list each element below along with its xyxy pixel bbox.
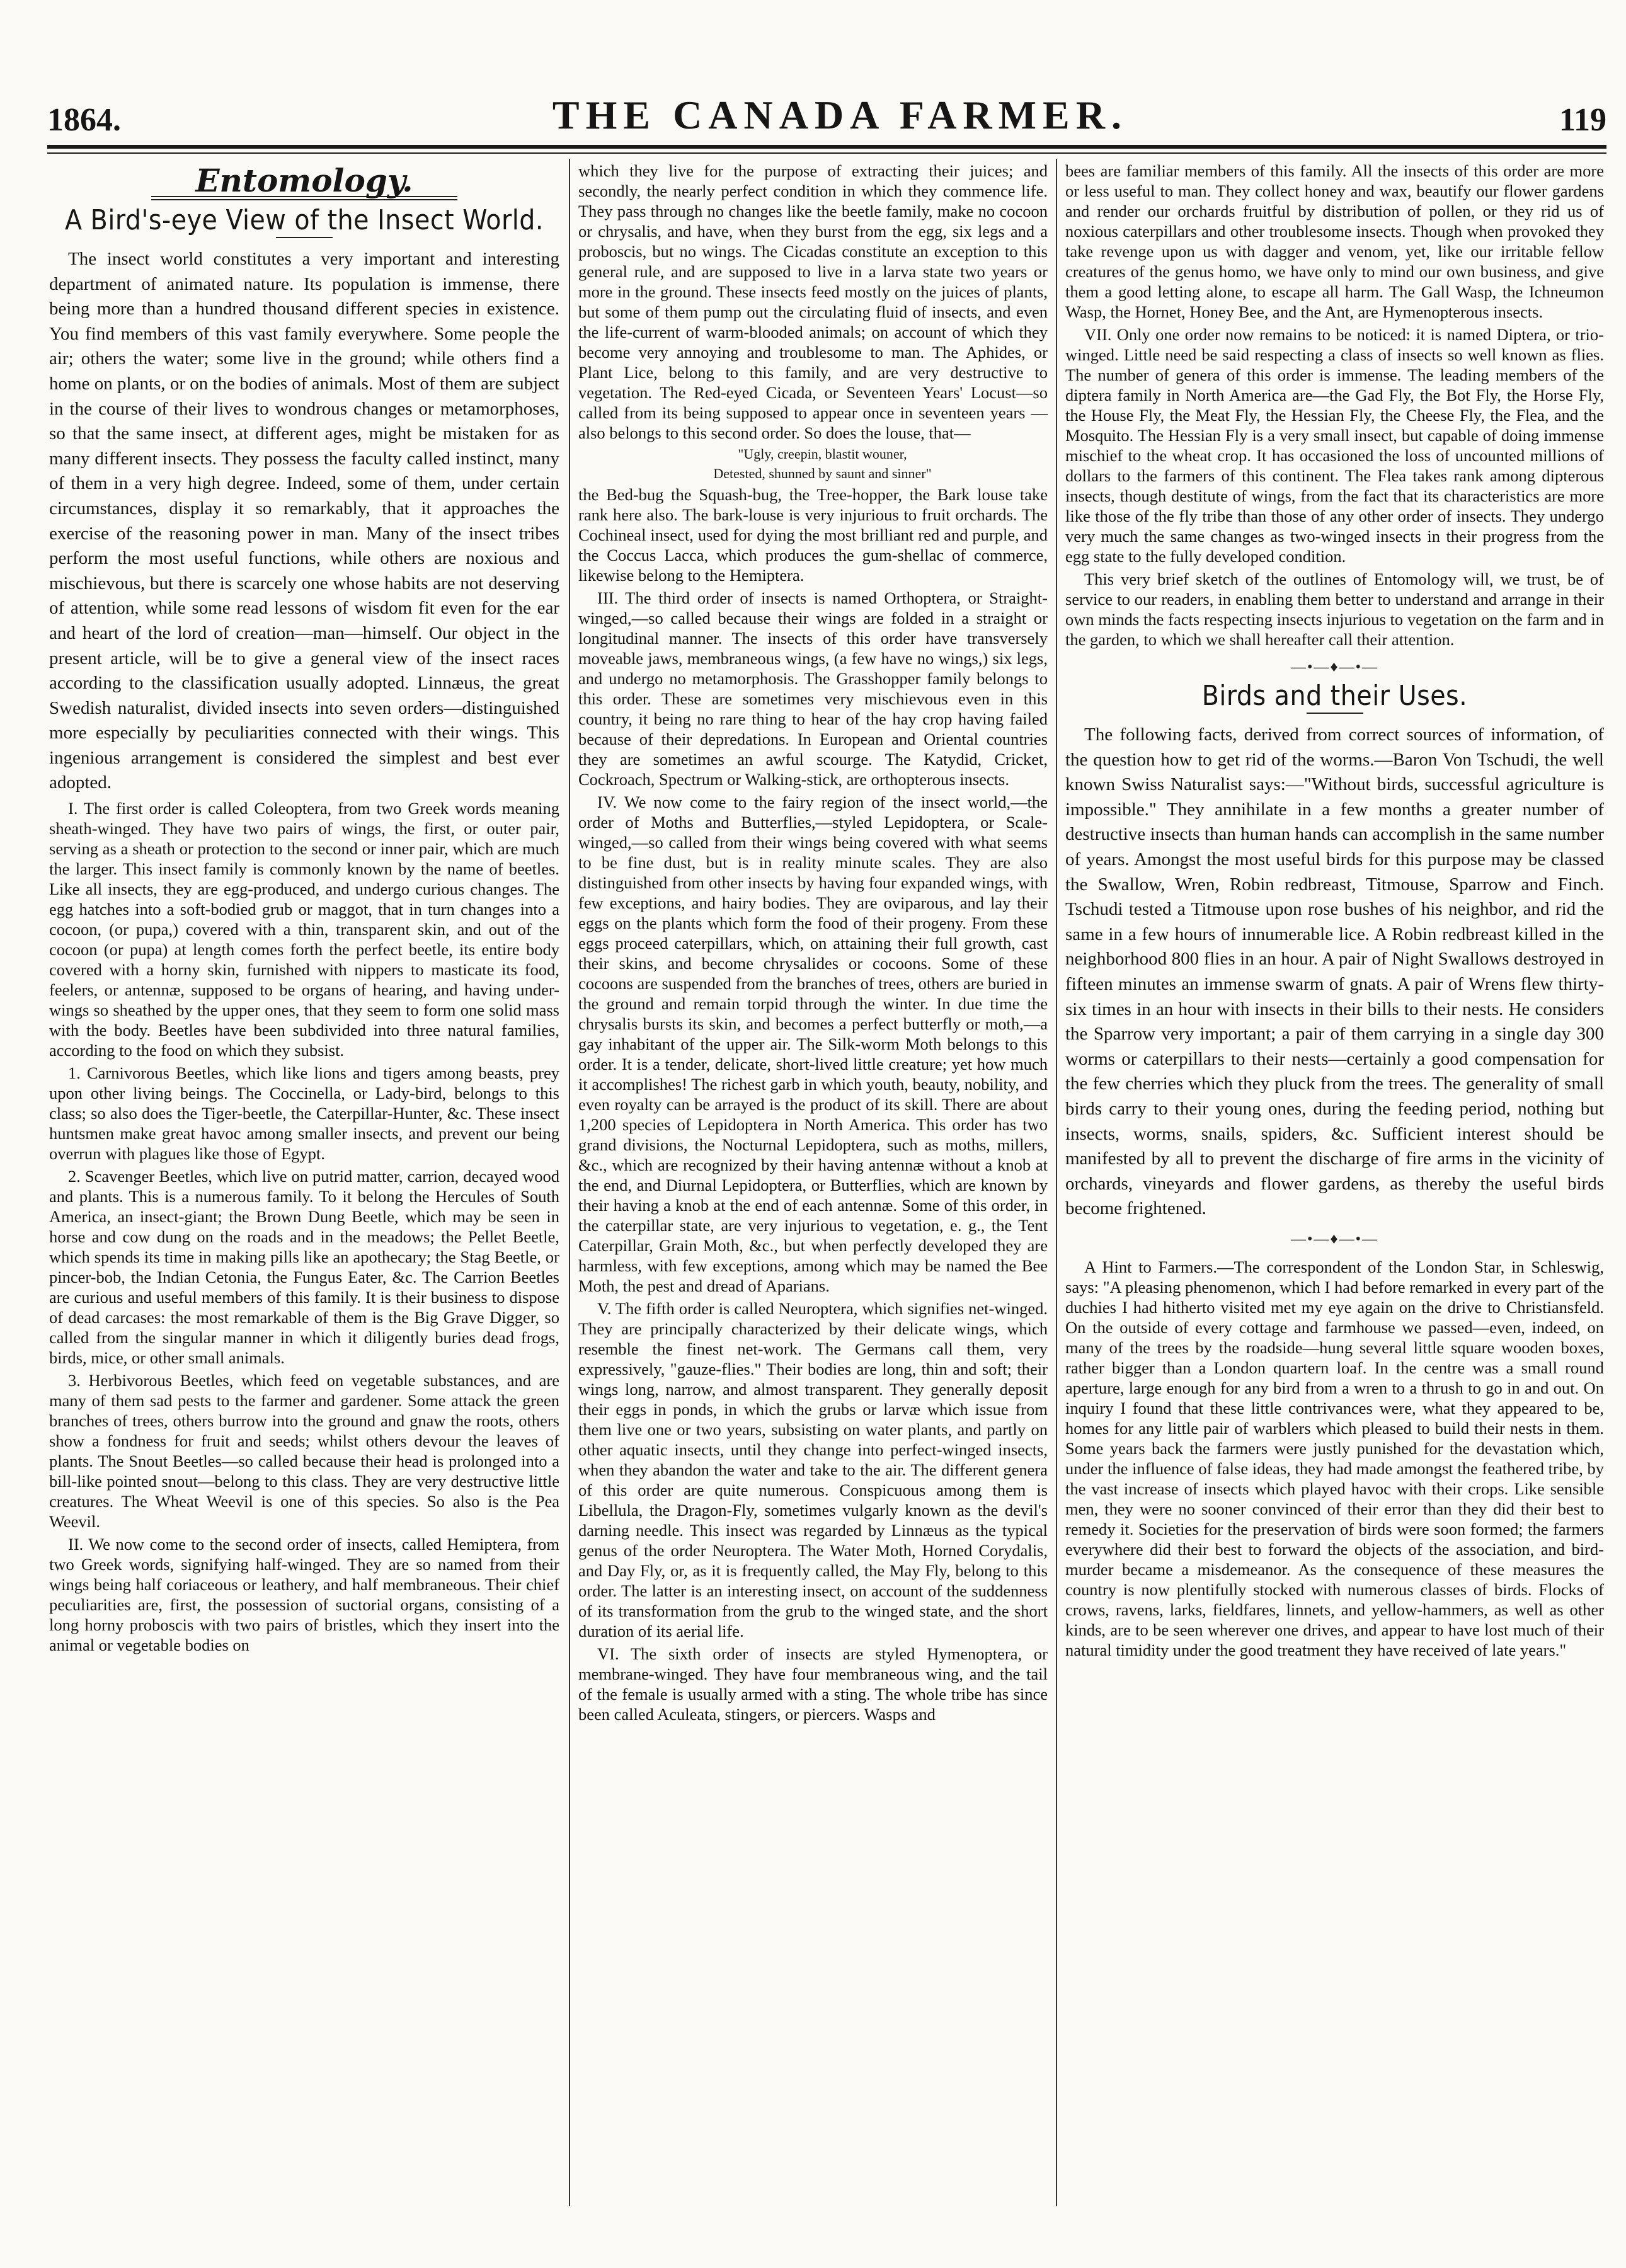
article-paragraph: 3. Herbivorous Beetles, which feed on vegetable substances, and are many of them sad pests to the farmer and gardener. Some attack the green branches of trees, others burrow into the ground and gnaw the roots, others show a fondness for fruit and seeds; whilst others devour the leaves of plants. The Snout Beetles—so called because their head is prolonged into a bill-like pointed snout—belong to this class. They are very destructive little creatures. The Wheat Weevil is one of this species. So also is the Pea Weevil. <box>49 1371 559 1532</box>
article-paragraph: I. The first order is called Coleoptera, from two Greek words meaning sheath-winged. They have two pairs of wings, the first, or outer pair, serving as a sheath or protection to the second or inner pair, which are much the larger. This insect family is commonly known by the name of beetles. Like all insects, they are egg-produced, and undergo curious changes. The egg hatches into a soft-bodied grub or maggot, that in turn changes into a cocoon, (or pupa,) covered with a thin, transparent skin, and out of the cocoon (or pupa) at length comes forth the perfect beetle, its entire body covered with a horny skin, furnished with nippers to masticate its food, feelers, or antennæ, supposed to be organs of hearing, and having under-wings so sheathed by the upper ones, that they seem to form one solid mass with the body. Beetles have been subdivided into three natural families, according to the food on which they subsist. <box>49 799 559 1060</box>
masthead <box>47 88 1606 139</box>
article-paragraph: the Bed-bug the Squash-bug, the Tree-hopper, the Bark louse take rank here also. The bark-louse is very injurious to fruit orchards. The Cochineal insect, used for dying the most brilliant red and purple, and the Coccus Lacca, which produces the gum-shellac of commerce, likewise belong to the Hemiptera. <box>578 485 1048 585</box>
column-divider-2 <box>1056 159 1057 2206</box>
article-headline-birds: Birds and their Uses. <box>1201 680 1468 712</box>
article-paragraph: 1. Carnivorous Beetles, which like lions and tigers among beasts, prey upon other living beings. The Coccinella, or Lady-bird, belongs to this class; so also does the Tiger-beetle, the Caterpillar-Hunter, &c. These insect huntsmen make great havoc among smaller insects, and prevent our being overrun with plagues like those of Egypt. <box>49 1063 559 1164</box>
page-number: 119 <box>1559 102 1606 138</box>
department-heading: Entomology. <box>195 162 413 199</box>
headline-rule <box>276 237 333 238</box>
article-paragraph-hint-to-farmers: A Hint to Farmers.—The correspondent of the London Star, in Schleswig, says: "A pleasing phenomenon, which I had before remarked in every part of the duchies I had hitherto visited met my eye again on the drive to Christiansfeld. On the outside of every cottage and farmhouse we passed—even, indeed, on many of the trees by the roadside—hung several little square wooden boxes, rather bigger than a London quartern loaf. In the centre was a small round aperture, large enough for any bird from a wren to a thrush to go in and out. On inquiry I found that these little contrivances were, what they appeared to be, homes for any little pair of warblers which pleased to build their nests in them. Some years back the farmers were justly punished for the devastation which, under the influence of false ideas, they had made amongst the feathered tribe, by the vast increase of insects which played havoc with their crops. Like sensible men, they were no sooner convinced of their error than they did their best to remedy it. Societies for the preservation of birds were soon formed; the farmers everywhere did their best to forward the objects of the association, and bird-murder became a misdemeanor. As the consequence of these measures the country is now plentifully stocked with numerous classes of birds. Flocks of crows, ravens, larks, fieldfares, linnets, and yellow-hammers, as well as other kinds, are to be seen wherever one drives, and appear to have lost much of their natural timidity under the good treatment they have received of late years." <box>1065 1257 1604 1659</box>
verse-line: "Ugly, creepin, blastit wouner, <box>738 446 907 462</box>
section-ornament: —•—♦—•— <box>1290 659 1379 675</box>
article-paragraph: which they live for the purpose of extracting their juices; and secondly, the nearly perfect condition in which they commence life. They pass through no changes like the beetle family, make no cocoon or chrysalis, and have, when they burst from the egg, six legs and a proboscis, but no wings. The Cicadas constitute an exception to this general rule, and are supposed to live in a larva state two years or more in the ground. These insects feed mostly on the juices of plants, but some of them pump out the circulating fluid of insects, and even the life-current of warm-blooded animals; on account of which they become very annoying and troublesome to man. The Aphides, or Plant Lice, belong to this family, and are very destructive to vegetation. The Red-eyed Cicada, or Seventeen Years' Locust—so called from its being supposed to appear once in seventeen years —also belongs to this second order. So does the louse, that— <box>578 161 1048 442</box>
column-2 <box>578 161 1048 2233</box>
column-1 <box>49 161 559 2233</box>
article-paragraph: bees are familiar members of this family. All the insects of this order are more or less useful to man. They collect honey and wax, beautify our flower gardens and render our orchards fruitful by distribution of pollen, or they rid us of noxious caterpillars and other troublesome insects. Though when provoked they take revenge upon us with dagger and venom, yet, like our irritable fellow creatures of the genus homo, we have only to mind our own business, and give them a good letting alone, to escape all harm. The Gall Wasp, the Ichneumon Wasp, the Hornet, Honey Bee, and the Ant, are Hymenopterous insects. <box>1065 161 1604 321</box>
article-paragraph: IV. We now come to the fairy region of the insect world,—the order of Moths and Butterflies,—styled Lepidoptera, or Scale-winged,—so called from their wings being covered with what seems to be fine dust, but is in reality minute scales. They are also distinguished from other insects by having four expanded wings, with few exceptions, and hairy bodies. They are oviparous, and lay their eggs on the plants which form the food of their progeny. From these eggs proceed caterpillars, which, on attaining their full growth, cast their skins, and become chrysalides or cocoons. Some of these cocoons are suspended from the branches of trees, others are buried in the ground and remain torpid through the winter. In due time the chrysalis bursts its skin, and becomes a perfect butterfly or moth,—a gay inhabitant of the upper air. The Silk-worm Moth belongs to this order. It is a tender, delicate, short-lived little creature; yet how much it accomplishes! The richest garb in which youth, beauty, nobility, and even royalty can be arrayed is the product of its skill. There are about 1,200 species of Lepidoptera in North America. This order has two grand divisions, the Nocturnal Lepidoptera, such as moths, millers, &c., which are recognized by their having antennæ without a knob at the end, and Diurnal Lepidoptera, or Butterflies, which are known by their having a knob at the end of each antennæ. Some of this order, in the caterpillar state, are very injurious to vegetation, e. g., the Tent Caterpillar, Grain Moth, &c., but when perfectly developed they are harmless, with few exceptions, among which may be named the Bee Moth, the pest and dread of Aparians. <box>578 793 1048 1295</box>
headline-rule <box>1307 713 1363 714</box>
masthead-rule-thin <box>47 152 1606 154</box>
article-paragraph: VI. The sixth order of insects are styled Hymenoptera, or membrane-winged. They have four membraneous wing, and the tail of the female is usually armed with a sting. The whole tribe has since been called Aculeata, stingers, or piercers. Wasps and <box>578 1644 1048 1724</box>
column-divider-1 <box>569 159 570 2206</box>
article-paragraph: This very brief sketch of the outlines of Entomology will, we trust, be of service to our readers, in enabling them better to understand and arrange in their own minds the facts respecting insects injurious to vegetation on the farm and in the garden, to which we shall hereafter call their attention. <box>1065 570 1604 649</box>
article-paragraph: II. We now come to the second order of insects, called Hemiptera, from two Greek words, signifying half-winged. They are so named from their wings being half coriaceous or leathery, and half membraneous. Their chief peculiarities are, first, the possession of suctorial organs, consisting of a long horny proboscis with two pairs of bristles, which they insert into the animal or vegetable bodies on <box>49 1535 559 1655</box>
verse-line: Detested, shunned by saunt and sinner" <box>713 466 932 481</box>
article-paragraph: V. The fifth order is called Neuroptera, which signifies net-winged. They are principally characterized by their delicate wings, which resemble the finest net-work. The Germans call them, very expressively, "gauze-flies." Their bodies are long, thin and soft; their wings long, narrow, and almost transparent. They generally deposit their eggs in ponds, in which the grubs or larvæ which issue from them live one or two years, subsisting on water plants, and partly on other aquatic insects, until they change into perfect-winged insects, when they abandon the water and take to the air. The different genera of this order are quite numerous. Conspicuous among them is Libellula, the Dragon-Fly, sometimes vulgarly known as the devil's darning needle. This insect was regarded by Linnæus as the typical genus of the order Neuroptera. The Water Moth, Horned Corydalis, and Day Fly, or, as it is frequently called, the May Fly, belong to this order. The latter is an interesting insect, on account of the suddenness of its transformation from the grub to the winged state, and the short duration of its aerial life. <box>578 1299 1048 1641</box>
article-paragraph: VII. Only one order now remains to be noticed: it is named Diptera, or trio-winged. Little need be said respecting a class of insects so well known as flies. The number of genera of this order is immense. The leading members of the diptera family in North America are—the Gad Fly, the Bot Fly, the Horse Fly, the House Fly, the Meat Fly, the Hessian Fly, the Cheese Fly, the Flea, and the Mosquito. The Hessian Fly is a very small insect, but capable of doing immense mischief to the wheat crop. It has occasioned the loss of uncounted millions of dollars to the farmers of this continent. The Flea takes rank among dipterous insects, though destitute of wings, from the fact that its characteristics are more like those of the fly tribe than those of any other order of insects. They undergo very much the same changes as two-winged insects in their progress from the egg state to the fully developed condition. <box>1065 325 1604 566</box>
article-paragraph: The following facts, derived from correct sources of information, of the question how to get rid of the worms.—Baron Von Tschudi, the well known Swiss Naturalist says:—"Without birds, successful agriculture is impossible." They annihilate in a few months a greater number of destructive insects than human hands can accomplish in the same number of years. Amongst the most useful birds for this purpose may be classed the Swallow, Wren, Robin redbreast, Titmouse, Sparrow and Finch. Tschudi tested a Titmouse upon rose bushes of his neighbor, and rid the same in a few hours of innumerable lice. A Robin redbreast killed in the neighborhood 800 flies in an hour. A pair of Night Swallows destroyed in fifteen minutes an immense swarm of gnats. A pair of Wrens flew thirty-six times in an hour with insects in their bills to their nests. He considers the Sparrow very important; a pair of them carrying in a single day 300 worms or caterpillars to their nests—certainly a good compensation for the few cherries which they pluck from the trees. The generality of small birds carry to their young ones, during the feeding period, nothing but insects, worms, snails, spiders, &c. Sufficient interest should be manifested by all to prevent the discharge of fire arms in the vicinity of orchards, vineyards and flower gardens, as thereby the useful birds become frightened. <box>1065 724 1604 1219</box>
article-paragraph: 2. Scavenger Beetles, which live on putrid matter, carrion, decayed wood and plants. This is a numerous family. To it belong the Hercules of South America, an insect-giant; the Brown Dung Beetle, which may be seen in horse and cow dung on the roads and in the meadows; the Pellet Beetle, which spends its time in making pills like an apothecary; the Stag Beetle, or pincer-bob, the Indian Cetonia, the Fungus Eater, &c. The Carrion Beetles are curious and useful members of this family. It is their business to dispose of dead carcases: the most remarkable of them is the Big Grave Digger, so called from the singular manner in which it diligently buries dead frogs, birds, mice, or other small animals. <box>49 1167 559 1368</box>
column-3 <box>1065 161 1604 2233</box>
newspaper-title: THE CANADA FARMER. <box>552 93 1128 137</box>
article-headline-insect-world: A Bird's-eye View of the Insect World. <box>65 204 544 236</box>
issue-year: 1864. <box>47 102 121 138</box>
article-paragraph: III. The third order of insects is named Orthoptera, or Straight-winged,—so called because their wings are folded in a straight or longitudinal manner. The insects of this order have transversely moveable jaws, membraneous wings, (a few have no wings,) six legs, and undergo no metamorphosis. The Grasshopper family belongs to this order. These are sometimes very mischievous even in this country, it being no rare thing to hear of the hay crop having failed because of their depredations. In European and Oriental countries they are sometimes an awful scourge. The Katydid, Cricket, Cockroach, Spectrum or Walking-stick, are orthopterous insects. <box>578 588 1048 789</box>
masthead-rule-thick <box>47 145 1606 149</box>
section-ornament: —•—♦—•— <box>1290 1230 1379 1247</box>
article-paragraph: The insect world constitutes a very important and interesting department of animated nature. Its population is immense, there being more than a hundred thousand different species in existence. You find members of this vast family everywhere. Some people the air; others the water; some live in the ground; while others find a home on plants, or on the bodies of animals. Most of them are subject in the course of their lives to wondrous changes or metamorphoses, so that the same insect, at different ages, might be mistaken for as many different insects. They possess the faculty called instinct, many of them in a very high degree. Indeed, some of them, under certain circumstances, display it so remarkably, that it approaches the exercise of the reasoning power in man. Many of the insect tribes perform the most useful functions, while others are noxious and mischievous, but there is scarcely one whose habits are not deserving of attention, while some read lessons of wisdom fit even for the ear and heart of the lord of creation—man—himself. Our object in the present article, will be to give a general view of the insect races according to the classification usually adopted. Linnæus, the great Swedish naturalist, divided insects into seven orders—distinguished more especially by peculiarities connected with their wings. This ingenious arrangement is considered the simplest and best ever adopted. <box>49 249 559 793</box>
